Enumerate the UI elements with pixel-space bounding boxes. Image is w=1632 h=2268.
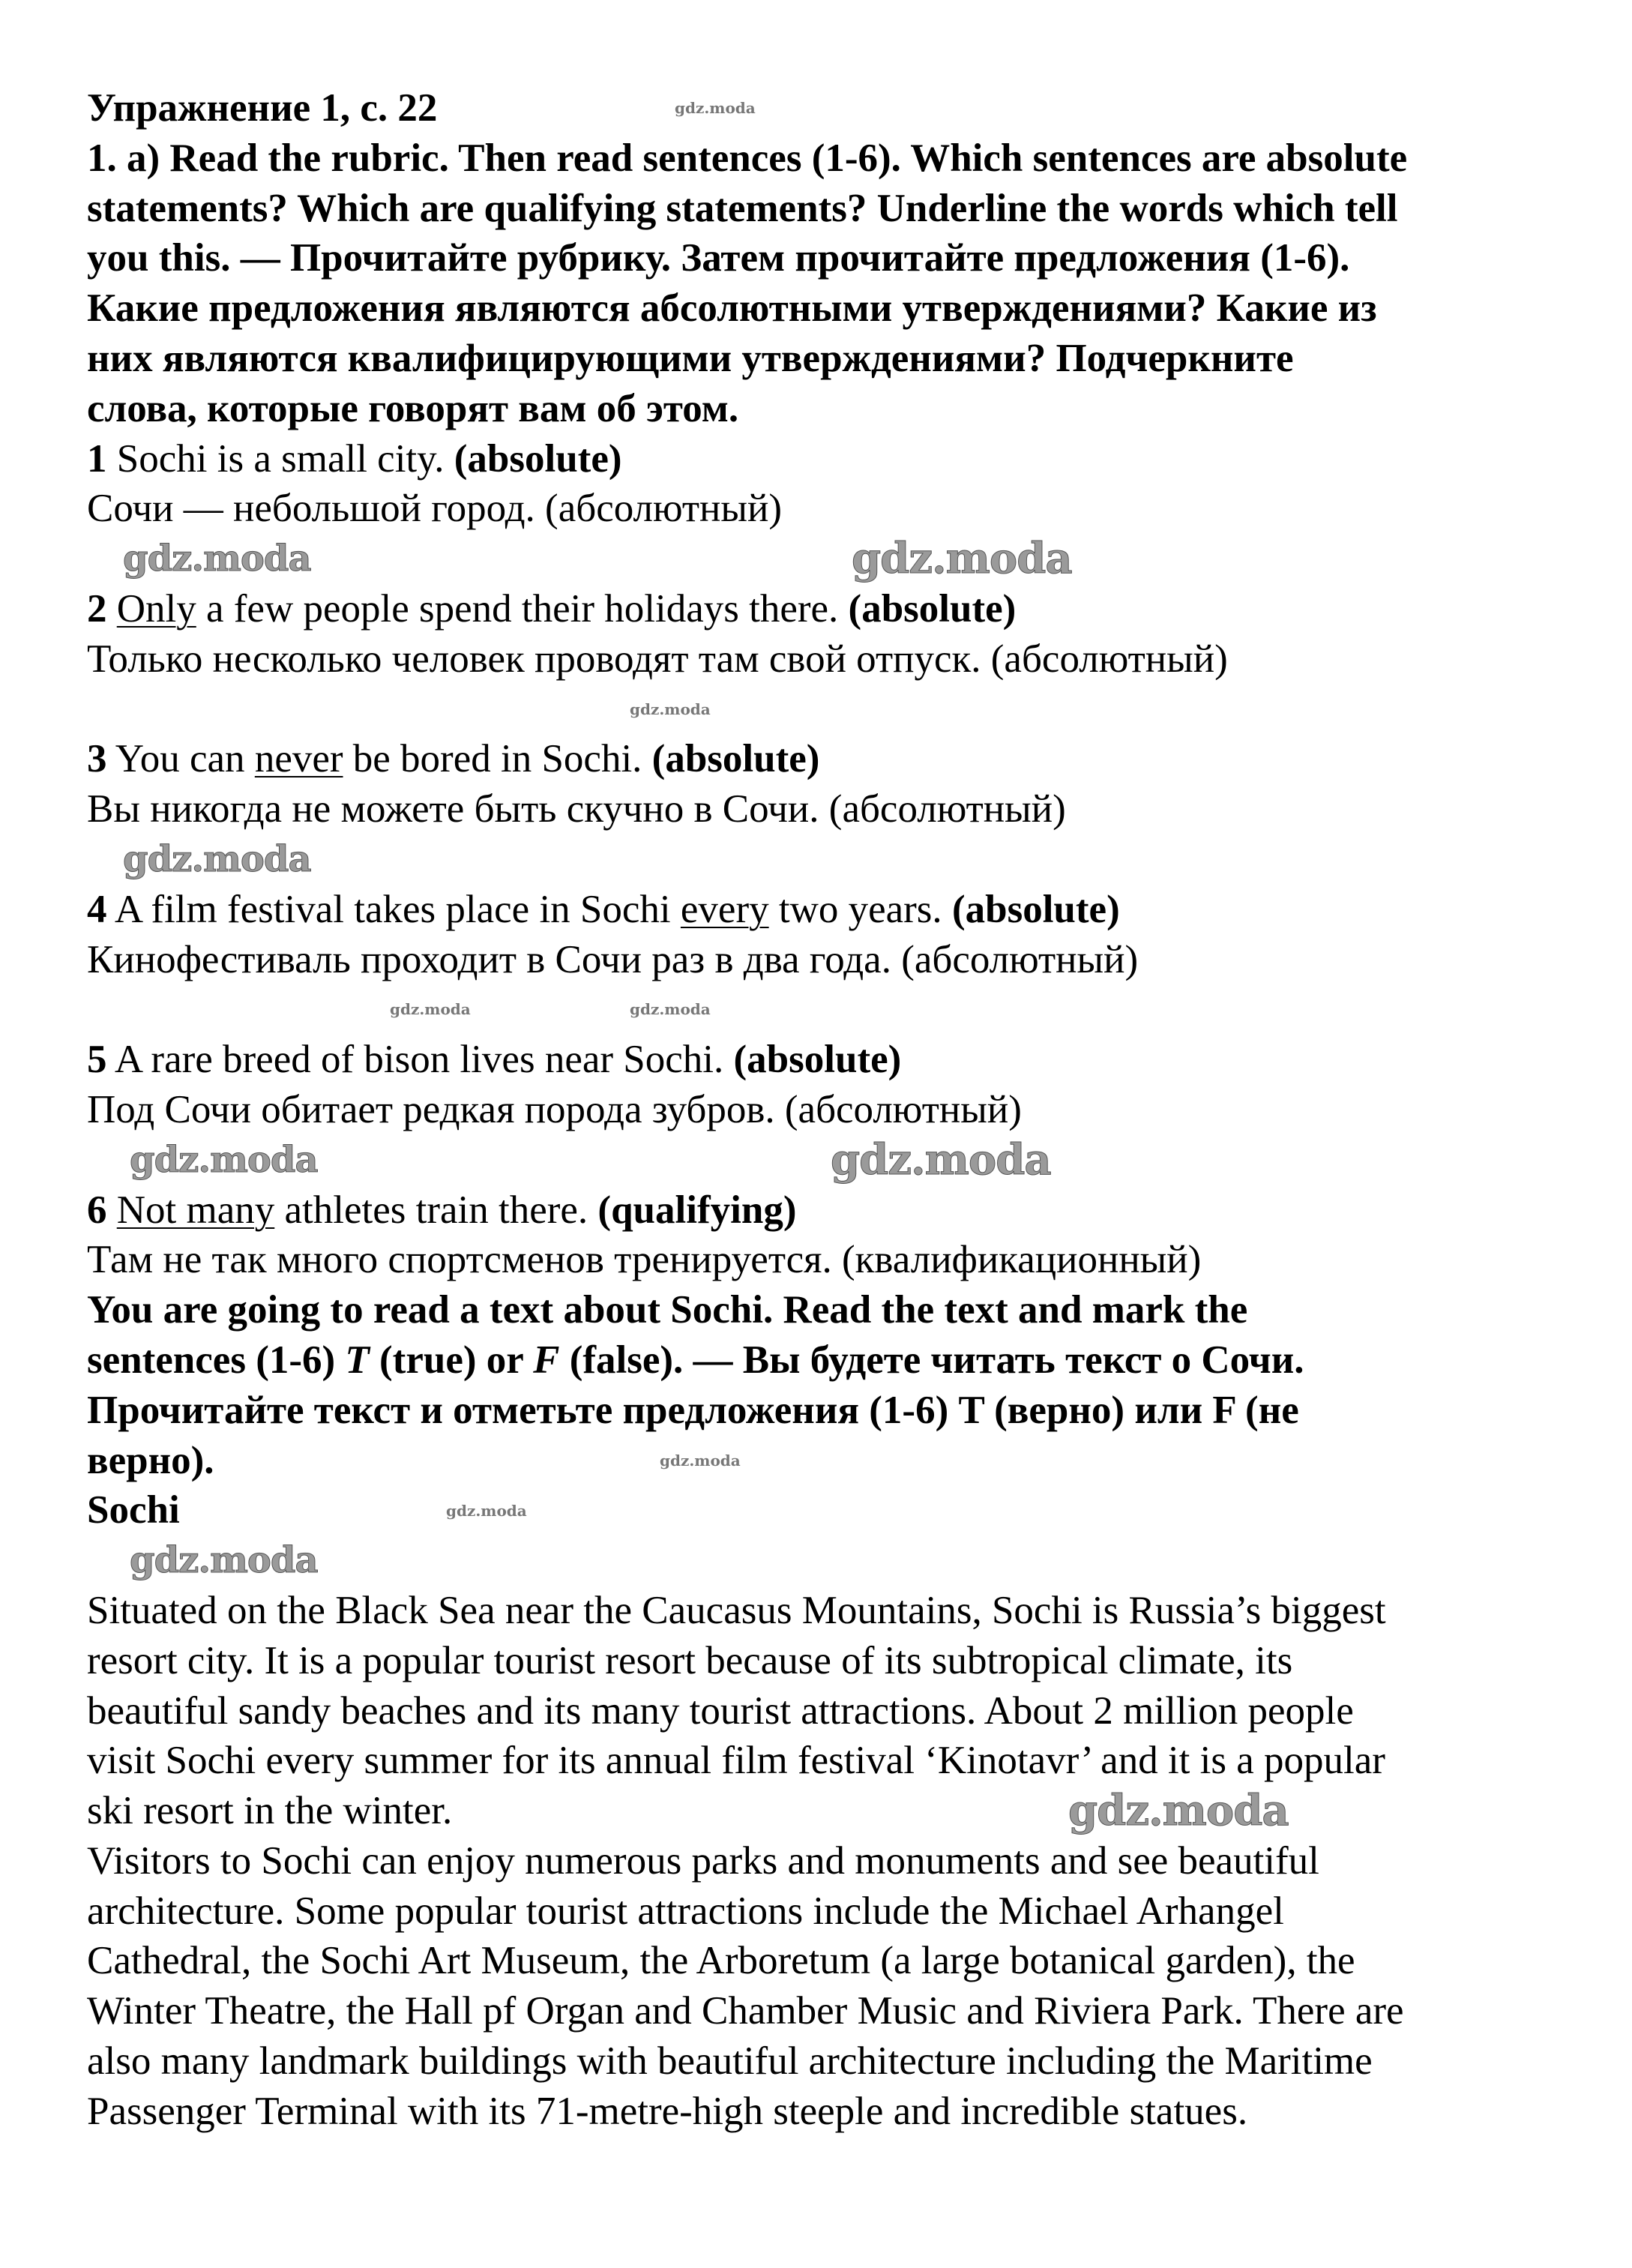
sentence-label: (absolute) (733, 1038, 902, 1082)
sentence-translation: Там не так много спортсменов тренируется. (квалификационный) (87, 1238, 1202, 1282)
watermark: gdz.moda (130, 1139, 318, 1181)
underlined-word: every (680, 887, 769, 931)
exercise-heading: Упражнение 1, с. 22 (87, 86, 438, 130)
watermark: gdz.moda (831, 1135, 1051, 1185)
watermark: gdz.moda (123, 838, 311, 880)
task-line: statements? Which are qualifying statements? Underline the words which tell (87, 186, 1398, 230)
text-line: ski resort in the winter. (87, 1789, 453, 1833)
sentence-num: 2 (87, 586, 107, 631)
sentence-after: two years. (768, 887, 952, 931)
sentence-line (87, 1185, 796, 1236)
text-line: visit Sochi every summer for its annual film festival ‘Kinotavr’ and it is a popular (87, 1739, 1385, 1783)
sentence-label: (absolute) (454, 436, 622, 481)
sentence-label: (absolute) (651, 737, 820, 781)
watermark: gdz.moda (630, 700, 711, 718)
sentence-before: A rare breed of bison lives near Sochi. (106, 1038, 734, 1082)
text-line: Visitors to Sochi can enjoy numerous parks and monuments and see beautiful (87, 1838, 1319, 1883)
sentence-num: 5 (87, 1038, 107, 1082)
sentence-num: 3 (87, 737, 107, 781)
underlined-word: Not many (116, 1188, 275, 1232)
sentence-translation: Только несколько человек проводят там свой отпуск. (абсолютный) (87, 637, 1228, 681)
sentence-num: 6 (87, 1188, 107, 1232)
sentence-before: You can (106, 737, 255, 781)
task2-line: Прочитайте текст и отметьте предложения (1-6) T (верно) или F (не (87, 1388, 1299, 1432)
watermark: gdz.moda (123, 538, 311, 580)
sentence-before (107, 587, 117, 631)
text-line: Passenger Terminal with its 71-metre-high steeple and incredible statues. (87, 2089, 1248, 2133)
text-line: beautiful sandy beaches and its many tourist attractions. About 2 million people (87, 1688, 1354, 1733)
watermark: gdz.moda (1068, 1786, 1289, 1835)
sentence-translation: Кинофестиваль проходит в Сочи раз в два года. (абсолютный) (87, 937, 1139, 981)
watermark: gdz.moda (446, 1502, 527, 1520)
text: sentences (1-6) (87, 1338, 346, 1382)
underlined-word: never (254, 737, 343, 781)
text: (false). — Вы будете читать текст о Сочи. (559, 1338, 1304, 1382)
sentence-translation: Сочи — небольшой город. (абсолютный) (87, 487, 783, 531)
sentence-after: a few people spend their holidays there. (196, 586, 849, 631)
sentence-label: (qualifying) (597, 1188, 797, 1232)
task-line: Какие предложения являются абсолютными утверждениями? Какие из (87, 286, 1377, 331)
sentence-line (87, 584, 1016, 634)
task2-line (87, 1335, 1304, 1386)
text-line: architecture. Some popular tourist attractions include the Michael Arhangel (87, 1889, 1284, 1933)
false-mark: F (533, 1338, 560, 1382)
sentence-line (87, 434, 622, 484)
true-mark: T (345, 1338, 370, 1382)
text-line: Cathedral, the Sochi Art Museum, the Arboretum (a large botanical garden), the (87, 1939, 1355, 1983)
sentence-translation: Вы никогда не можете быть скучно в Сочи. (абсолютный) (87, 787, 1066, 831)
sentence-num: 4 (87, 887, 107, 931)
text: (true) or (369, 1338, 534, 1382)
sentence-before: A film festival takes place in Sochi (106, 887, 681, 931)
task-line: 1. a) Read the rubric. Then read sentences (1-6). Which sentences are absolute (87, 136, 1408, 180)
sentence-line (87, 734, 819, 784)
sentence-num: 1 (87, 436, 107, 481)
task-line: них являются квалифицирующими утверждениями? Подчеркните (87, 336, 1294, 380)
text-title: Sochi (87, 1488, 180, 1532)
task2-line: верно). (87, 1438, 214, 1482)
document-page (87, 83, 1586, 2137)
underlined-word: Only (116, 586, 196, 631)
sentence-after: athletes train there. (274, 1188, 598, 1232)
watermark: gdz.moda (630, 1000, 711, 1018)
sentence-label: (absolute) (848, 586, 1017, 631)
text-line: resort city. It is a popular tourist resort because of its subtropical climate, its (87, 1638, 1293, 1682)
watermark: gdz.moda (130, 1539, 318, 1581)
watermark: gdz.moda (675, 99, 756, 117)
text-line: also many landmark buildings with beautiful architecture including the Maritime (87, 2039, 1373, 2084)
task-line: слова, которые говорят вам об этом. (87, 386, 739, 430)
sentence-line (87, 885, 1120, 935)
watermark: gdz.moda (660, 1452, 741, 1470)
text-line: Winter Theatre, the Hall pf Organ and Chamber Music and Riviera Park. There are (87, 1989, 1404, 2033)
sentence-before: Sochi is a small city. (106, 436, 454, 481)
sentence-line (87, 1035, 901, 1085)
sentence-label: (absolute) (951, 887, 1120, 931)
sentence-before (107, 1188, 117, 1232)
sentence-translation: Под Сочи обитает редкая порода зубров. (абсолютный) (87, 1087, 1022, 1131)
task2-line: You are going to read a text about Sochi. Read the text and mark the (87, 1288, 1248, 1332)
watermark: gdz.moda (390, 1000, 471, 1018)
sentence-after: be bored in Sochi. (343, 737, 652, 781)
text-line: Situated on the Black Sea near the Caucasus Mountains, Sochi is Russia’s biggest (87, 1588, 1386, 1632)
watermark: gdz.moda (852, 534, 1072, 583)
task-line: you this. — Прочитайте рубрику. Затем прочитайте предложения (1-6). (87, 236, 1350, 280)
